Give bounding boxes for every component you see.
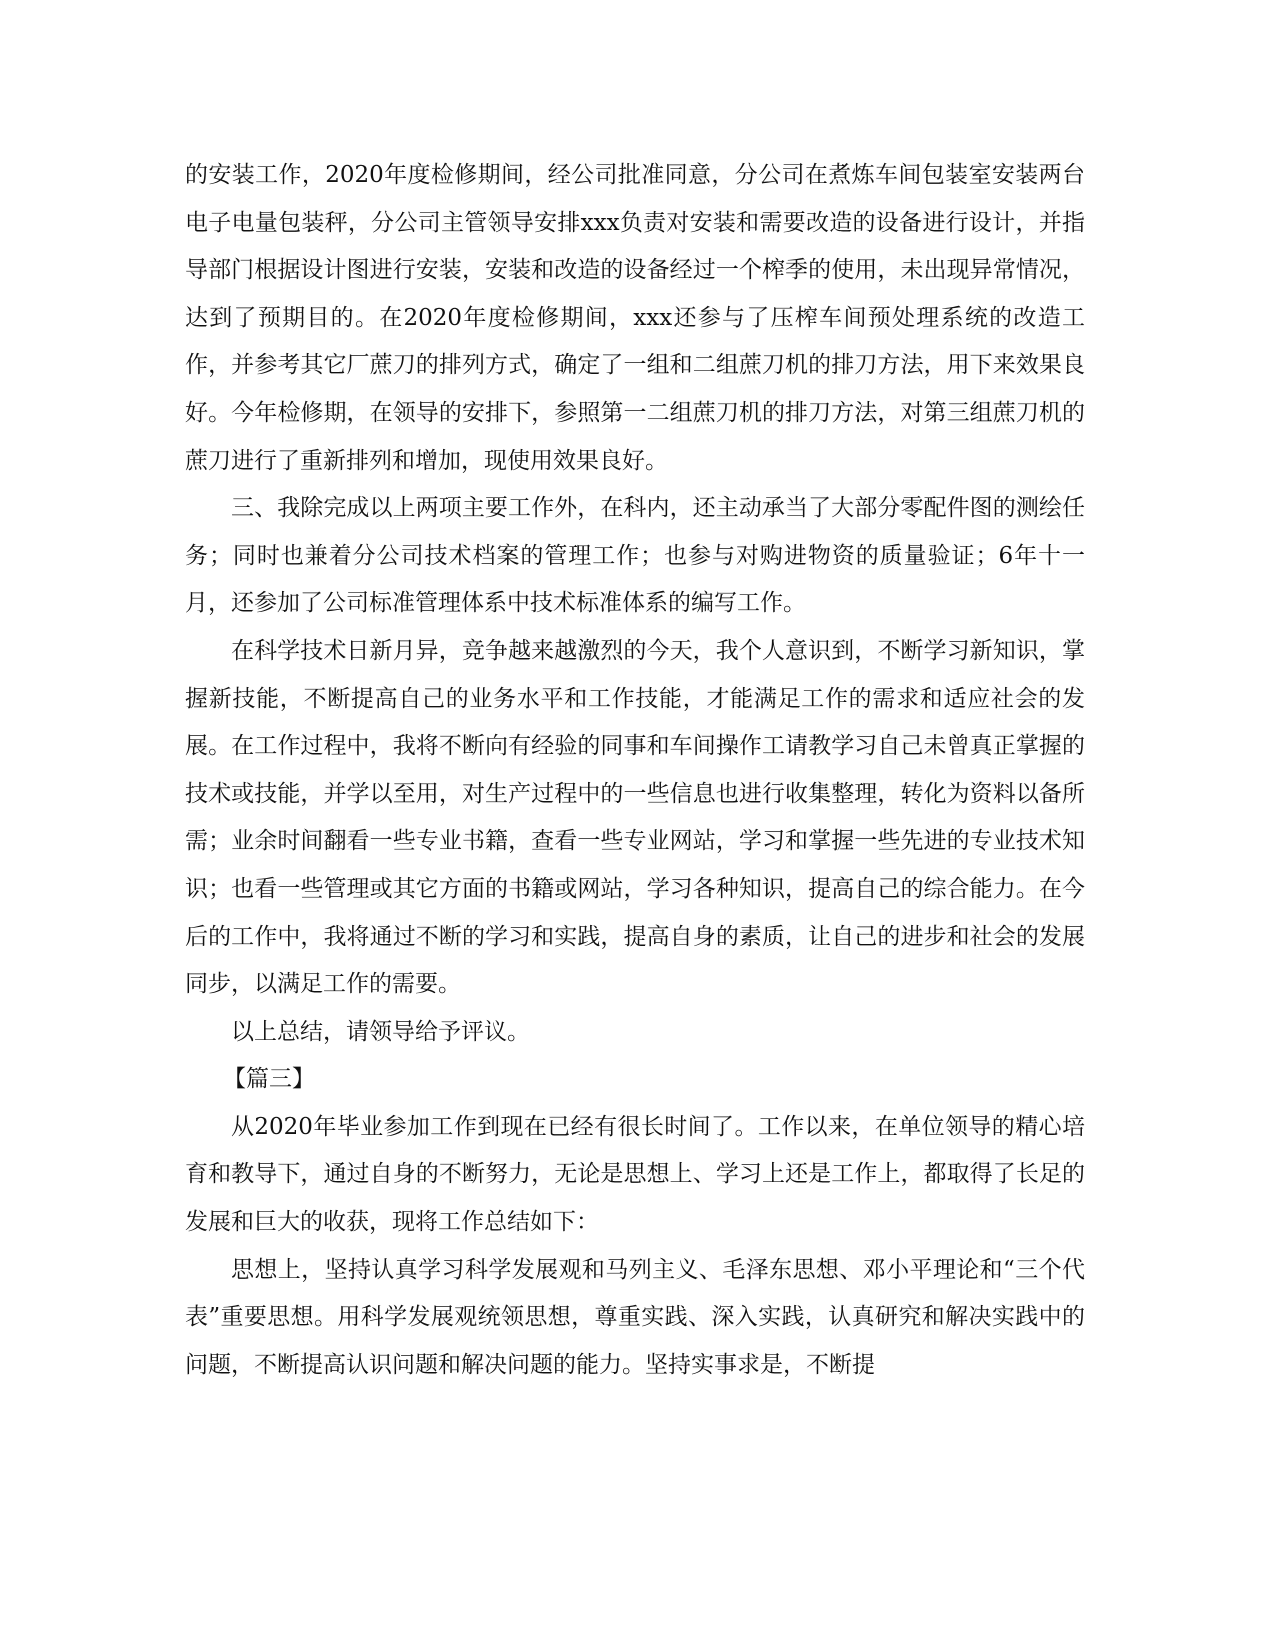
paragraph-section-three: 三、我除完成以上两项主要工作外，在科内，还主动承当了大部分零配件图的测绘任务；同时也兼着分公司技术档案的管理工作；也参与对购进物资的质量验证；6年十一月，还参加了公司标准管理体系中技术标准体系的编写工作。	[185, 495, 1085, 617]
paragraph-intro: 从2020年毕业参加工作到现在已经有很长时间了。工作以来，在单位领导的精心培育和教导下，通过自身的不断努力，无论是思想上、学习上还是工作上，都取得了长足的发展和巨大的收获，现将工作总结如下：	[185, 1113, 1085, 1236]
paragraph-closing: 以上总结，请领导给予评议。	[231, 1018, 530, 1045]
paragraph-installation-work: 的安装工作，2020年度检修期间，经公司批准同意，分公司在煮炼车间包装室安装两台电子电量包装秤，分公司主管领导安排xxx负责对安装和需要改造的设备进行设计，并指导部门根据设计图进行安装，安装和改造的设备经过一个榨季的使用，未出现异常情况，达到了预期目的。在2020年度检修期间，xxx还参与了压榨车间预处理系统的改造工作，并参考其它厂蔗刀的排列方式，确定了一组和二组蔗刀机的排刀方法，用下来效果良好。今年检修期，在领导的安排下，参照第一二组蔗刀机的排刀方法，对第三组蔗刀机的蔗刀进行了重新排列和增加，现使用效果良好。	[185, 162, 1085, 474]
document-body	[185, 152, 1085, 1389]
paragraph-learning: 在科学技术日新月异，竞争越来越激烈的今天，我个人意识到，不断学习新知识，掌握新技能，不断提高自己的业务水平和工作技能，才能满足工作的需求和适应社会的发展。在工作过程中，我将不断向有经验的同事和车间操作工请教学习自己未曾真正掌握的技术或技能，并学以至用，对生产过程中的一些信息也进行收集整理，转化为资料以备所需；业余时间翻看一些专业书籍，查看一些专业网站，学习和掌握一些先进的专业技术知识；也看一些管理或其它方面的书籍或网站，学习各种知识，提高自己的综合能力。在今后的工作中，我将通过不断的学习和实践，提高自身的素质，让自己的进步和社会的发展同步，以满足工作的需要。	[185, 637, 1085, 998]
paragraph-thought: 思想上，坚持认真学习科学发展观和马列主义、毛泽东思想、邓小平理论和“三个代表”重要思想。用科学发展观统领思想，尊重实践、深入实践，认真研究和解决实践中的问题，不断提高认识问题和解决问题的能力。坚持实事求是，不断提	[185, 1256, 1085, 1378]
section-heading-part-three: 【篇三】	[223, 1066, 315, 1093]
